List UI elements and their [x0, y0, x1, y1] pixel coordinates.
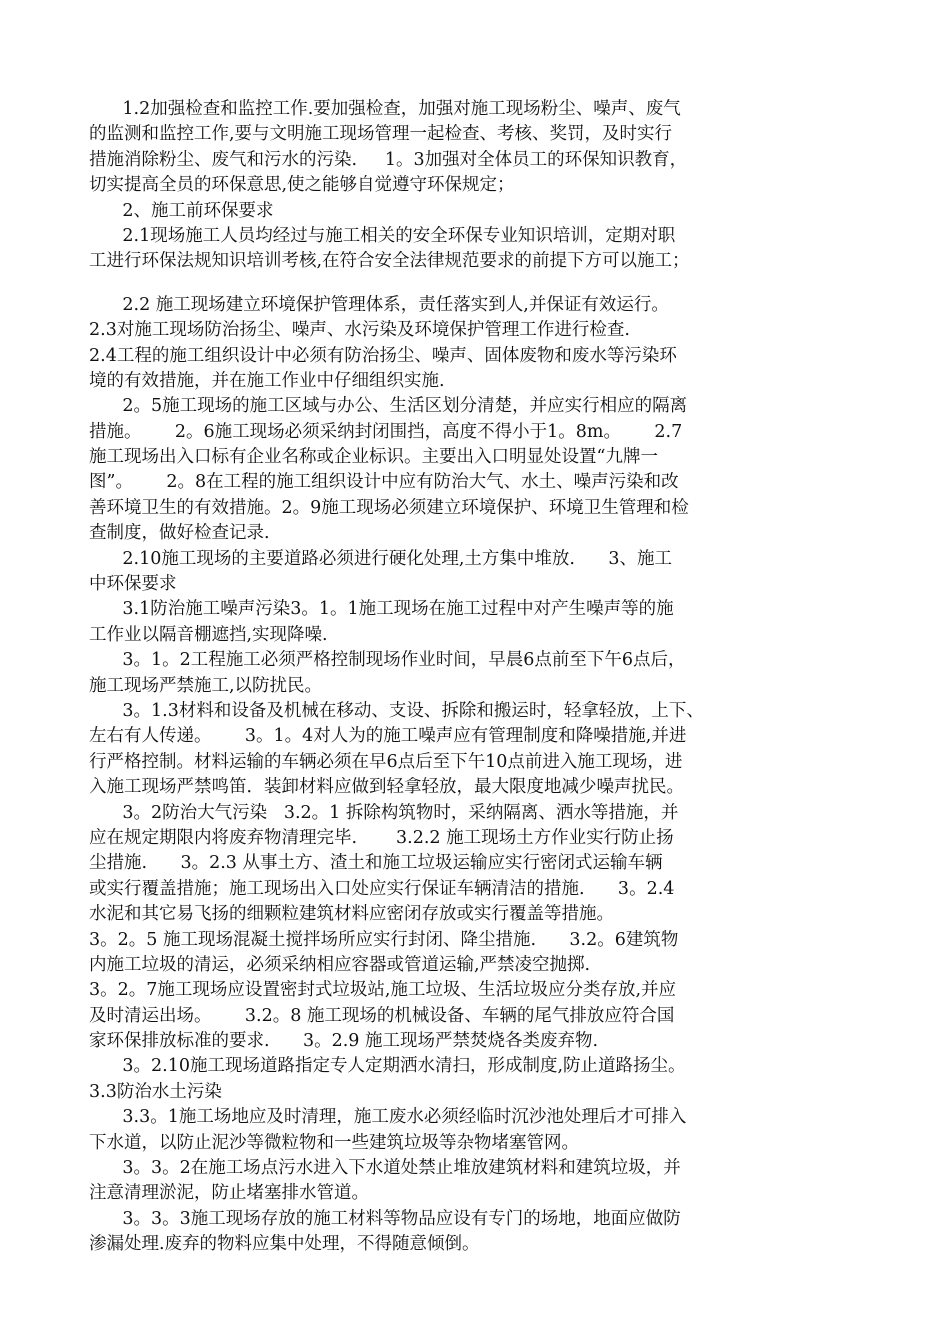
text-line: 或实行覆盖措施；施工现场出入口处应实行保证车辆清洁的措施. 3。2.4: [89, 878, 675, 899]
text-line: 3。2。7施工现场应设置密封式垃圾站,施工垃圾、生活垃圾应分类存放,并应: [89, 980, 677, 1001]
document-page: [89, 97, 854, 1258]
text-line: 3。3。2在施工场点污水进入下水道处禁止堆放建筑材料和建筑垃圾，并: [89, 1158, 681, 1179]
text-line: 查制度，做好检查记录.: [89, 523, 270, 544]
text-line: 入施工现场严禁鸣笛．装卸材料应做到轻拿轻放，最大限度地减少噪声扰民。: [89, 777, 684, 798]
text-line: 3。2.10施工现场道路指定专人定期洒水清扫，形成制度,防止道路扬尘。: [89, 1056, 686, 1077]
text-line: 注意清理淤泥，防止堵塞排水管道。: [89, 1183, 369, 1204]
text-line: 2.3对施工现场防治扬尘、噪声、水污染及环境保护管理工作进行检查.: [89, 320, 630, 341]
text-line: 渗漏处理.废弃的物料应集中处理，不得随意倾倒。: [89, 1234, 480, 1255]
text-line: 1.2加强检查和监控工作.要加强检查，加强对施工现场粉尘、噪声、废气: [89, 99, 681, 119]
text-line: 3。2防治大气污染 3.2。1 拆除构筑物时，采纳隔离、洒水等措施，并: [89, 802, 679, 823]
text-line: 3。1。2工程施工必须严格控制现场作业时间，早晨6点前至下午6点后，: [89, 650, 686, 671]
text-line: 措施消除粉尘、废气和污水的污染. 1。3加强对全体员工的环保知识教育，: [89, 149, 688, 170]
text-line: 3。2。5 施工现场混凝土搅拌场所应实行封闭、降尘措施. 3.2。6建筑物: [89, 929, 679, 950]
text-line: 措施。 2。6施工现场必须采纳封闭围挡，高度不得小于1。8m。 2.7: [89, 421, 683, 442]
text-line: 2.1现场施工人员均经过与施工相关的安全环保专业知识培训，定期对职: [89, 225, 676, 246]
text-line: 3。3。3施工现场存放的施工材料等物品应设有专门的场地，地面应做防: [89, 1208, 681, 1229]
text-line: 及时清运出场。 3.2。8 施工现场的机械设备、车辆的尾气排放应符合国: [89, 1005, 675, 1026]
text-line: 施工现场出入口标有企业名称或企业标识。主要出入口明显处设置“九牌一: [89, 447, 658, 468]
text-line: 内施工垃圾的清运，必须采纳相应容器或管道运输,严禁凌空抛掷.: [89, 954, 591, 975]
text-line: 下水道，以防止泥沙等微粒物和一些建筑垃圾等杂物堵塞管网。: [89, 1132, 579, 1153]
text-line: 切实提高全员的环保意思,使之能够自觉遵守环保规定；: [89, 175, 515, 196]
text-line: 应在规定期限内将废弃物清理完毕. 3.2.2 施工现场土方作业实行防止扬: [89, 827, 674, 848]
text-line: 2。5施工现场的施工区域与办公、生活区划分清楚，并应实行相应的隔离: [89, 396, 688, 417]
text-line: 3.1防治施工噪声污染3。1。1施工现场在施工过程中对产生噪声等的施: [89, 599, 674, 620]
text-line: 2.10施工现场的主要道路必须进行硬化处理,土方集中堆放. 3、施工: [89, 548, 672, 569]
text-line: 3.3。1施工场地应及时清理，施工废水必须经临时沉沙池处理后才可排入: [89, 1107, 687, 1128]
text-line: 尘措施. 3。2.3 从事土方、渣土和施工垃圾运输应实行密闭式运输车辆: [89, 853, 663, 874]
text-line: 左右有人传递。 3。1。4对人为的施工噪声应有管理制度和降噪措施,并进: [89, 726, 687, 747]
text-line: 2、施工前环保要求: [89, 200, 274, 221]
text-line: 工作业以隔音棚遮挡,实现降噪.: [89, 624, 328, 645]
text-line: 行严格控制。材料运输的车辆必须在早6点后至下午10点前进入施工现场，进: [89, 751, 683, 772]
text-line: 工进行环保法规知识培训考核,在符合安全法律规范要求的前提下方可以施工；: [89, 251, 690, 272]
text-line: 善环境卫生的有效措施。2。9施工现场必须建立环境保护、环境卫生管理和检: [89, 497, 689, 518]
text-line: 2.2 施工现场建立环境保护管理体系，责任落实到人,并保证有效运行。: [89, 294, 669, 315]
text-line: 2.4工程的施工组织设计中必须有防治扬尘、噪声、固体废物和废水等污染环: [89, 345, 677, 366]
text-line: 3.3防治水土污染: [89, 1081, 222, 1102]
text-line: 图”。 2。8在工程的施工组织设计中应有防治大气、水土、噪声污染和改: [89, 472, 679, 493]
text-line: 境的有效措施，并在施工作业中仔细组织实施.: [89, 370, 445, 391]
text-line: 中环保要求: [89, 574, 177, 595]
text-line: 施工现场严禁施工,以防扰民。: [89, 675, 323, 696]
blank-line: [89, 275, 854, 293]
text-line: 水泥和其它易飞扬的细颗粒建筑材料应密闭存放或实行覆盖等措施。: [89, 904, 614, 925]
text-line: 3。1.3材料和设备及机械在移动、支设、拆除和搬运时，轻拿轻放，上下、: [89, 700, 704, 721]
text-line: 家环保排放标准的要求. 3。2.9 施工现场严禁焚烧各类废弃物.: [89, 1031, 599, 1052]
text-line: 的监测和监控工作,要与文明施工现场管理一起检查、考核、奖罚，及时实行: [89, 124, 673, 145]
